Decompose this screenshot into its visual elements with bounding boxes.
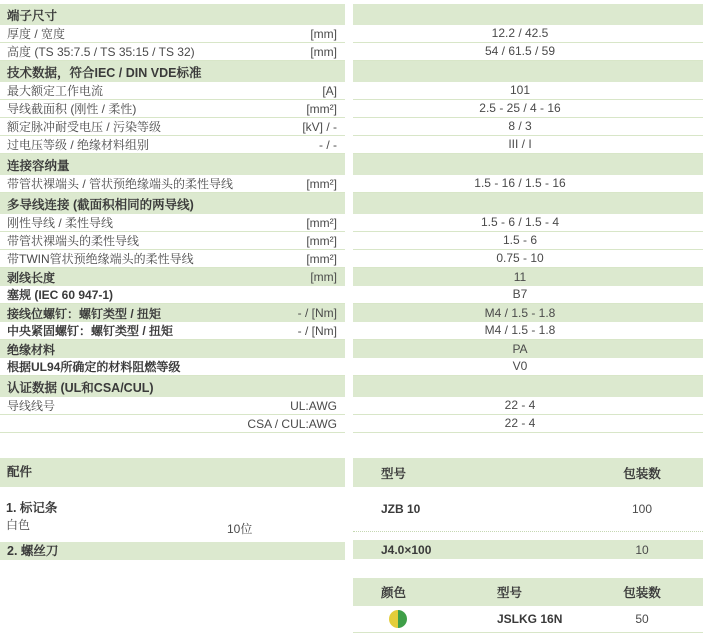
section-title: 多导线连接 (截面积相同的两导线) <box>7 197 194 212</box>
spec-value: 1.5 - 6 <box>353 232 703 250</box>
spec-label: 带管状裸端头 / 管状预绝缘端头的柔性导线 <box>7 177 234 191</box>
spec-value: 1.5 - 6 / 1.5 - 4 <box>353 214 703 232</box>
spec-label: 绝缘材料 <box>7 342 56 357</box>
spec-value <box>353 376 703 397</box>
spec-value <box>353 4 703 25</box>
spec-label: 带TWIN管状预绝缘端头的柔性导线 <box>7 252 194 266</box>
model-number: JZB 10 <box>381 502 421 516</box>
spec-row <box>0 232 703 250</box>
spec-value <box>353 154 703 175</box>
spec-row <box>0 43 703 61</box>
spec-unit: [mm] <box>310 270 337 284</box>
spec-label: 根据UL94所确定的材料阻燃等级 <box>7 360 181 374</box>
yellow-green-color-dot-icon <box>389 610 407 628</box>
spec-row <box>0 340 703 358</box>
spec-label: 塞规 (IEC 60 947-1) <box>7 288 114 302</box>
spec-row <box>0 358 703 376</box>
spec-label: 接线位螺钉：螺钉类型 / 扭矩 <box>7 306 162 321</box>
section-header-row <box>0 61 703 82</box>
pack-quantity: 50 <box>635 612 649 626</box>
spec-value: 0.75 - 10 <box>353 250 703 268</box>
col-pack-header: 包装数 <box>623 466 661 481</box>
accessory-item-detail <box>0 516 345 536</box>
col-pack-header: 包装数 <box>623 586 661 600</box>
model-number: JSLKG 16N <box>497 612 563 626</box>
spec-row <box>0 397 703 415</box>
spec-unit: - / [Nm] <box>297 306 337 320</box>
spec-unit: [mm] <box>310 26 337 41</box>
spec-label: 过电压等级 / 绝缘材料组别 <box>7 138 150 152</box>
spec-value <box>353 61 703 82</box>
spec-label: 导线截面积 (刚性 / 柔性) <box>7 102 137 116</box>
spec-row <box>0 415 703 433</box>
spec-unit: - / [Nm] <box>297 323 337 338</box>
section-title: 认证数据 (UL和CSA/CUL) <box>7 380 154 395</box>
spec-value: 11 <box>353 268 703 286</box>
section-title: 端子尺寸 <box>7 8 58 23</box>
accessories-section <box>0 458 703 642</box>
col-model-header: 型号 <box>381 466 407 481</box>
spec-label: 中央紧固螺钉：螺钉类型 / 扭矩 <box>7 324 174 338</box>
spec-label: 额定脉冲耐受电压 / 污染等级 <box>7 120 162 134</box>
spec-value: M4 / 1.5 - 1.8 <box>353 304 703 322</box>
section-header-row <box>0 154 703 175</box>
spec-value: 8 / 3 <box>353 118 703 136</box>
spec-unit: UL:AWG <box>290 398 337 413</box>
spec-label: 剥线长度 <box>7 270 56 285</box>
spec-value: III / I <box>353 136 703 154</box>
spec-label: 刚性导线 / 柔性导线 <box>7 216 114 230</box>
spec-value: 54 / 61.5 / 59 <box>353 43 703 61</box>
spec-label: 导线线号 <box>7 399 56 413</box>
accessories-header: 配件 <box>0 458 345 487</box>
color-cell <box>353 610 497 628</box>
spec-unit: [A] <box>322 83 337 98</box>
spec-row <box>0 136 703 154</box>
spec-label: 带管状裸端头的柔性导线 <box>7 234 140 248</box>
col-color-header: 颜色 <box>381 586 407 600</box>
spec-value: 22 - 4 <box>353 415 703 433</box>
accessory-item-title: 2. 螺丝刀 <box>0 542 345 560</box>
model-number: J4.0×100 <box>381 542 432 557</box>
spec-row <box>0 250 703 268</box>
spec-row <box>0 214 703 232</box>
spec-row <box>0 286 703 304</box>
spec-row <box>0 322 703 340</box>
section-title: 技术数据，符合IEC / DIN VDE标准 <box>7 65 202 80</box>
spec-label: 最大额定工作电流 <box>7 84 104 98</box>
accessory-spec: 10位 <box>227 522 253 536</box>
models-table-header <box>353 458 703 487</box>
section-header-row <box>0 376 703 397</box>
spec-unit: - / - <box>319 137 337 152</box>
spec-unit: [mm] <box>310 44 337 59</box>
col-model-header: 型号 <box>497 586 523 600</box>
spec-row <box>0 175 703 193</box>
accessory-item-title: 1. 标记条 <box>6 501 58 515</box>
spec-value: 1.5 - 16 / 1.5 - 16 <box>353 175 703 193</box>
section-header-row <box>0 193 703 214</box>
pack-quantity: 10 <box>635 542 649 557</box>
spec-table <box>0 4 703 433</box>
spec-unit: [mm²] <box>306 251 337 266</box>
spec-unit: [mm²] <box>306 101 337 116</box>
spec-value: M4 / 1.5 - 1.8 <box>353 322 703 340</box>
table-row <box>353 487 703 532</box>
spec-row <box>0 82 703 100</box>
spec-unit: [mm²] <box>306 233 337 248</box>
spec-unit: [mm²] <box>306 176 337 191</box>
spec-unit: CSA / CUL:AWG <box>247 416 337 431</box>
section-title: 连接容纳量 <box>7 158 70 173</box>
section-header-row <box>0 4 703 25</box>
spec-value: 101 <box>353 82 703 100</box>
table-row <box>353 606 703 633</box>
spec-row <box>0 268 703 286</box>
spec-value: 22 - 4 <box>353 397 703 415</box>
spec-unit: [kV] / - <box>302 119 337 134</box>
spec-label: 高度 (TS 35:7.5 / TS 35:15 / TS 32) <box>7 45 195 59</box>
spec-value: V0 <box>353 358 703 376</box>
spec-value <box>353 193 703 214</box>
spec-unit: [mm²] <box>306 215 337 230</box>
spec-row <box>0 100 703 118</box>
spec-row <box>0 118 703 136</box>
color-table-header <box>353 578 703 606</box>
spec-row <box>0 25 703 43</box>
pack-quantity: 100 <box>631 502 653 516</box>
spec-value: 2.5 - 25 / 4 - 16 <box>353 100 703 118</box>
spec-value: 12.2 / 42.5 <box>353 25 703 43</box>
spec-value: PA <box>353 340 703 358</box>
spec-row <box>0 304 703 322</box>
spec-value: B7 <box>353 286 703 304</box>
accessory-variant: 白色 <box>6 518 31 532</box>
table-row <box>353 540 703 559</box>
spec-label: 厚度 / 宽度 <box>7 27 66 41</box>
